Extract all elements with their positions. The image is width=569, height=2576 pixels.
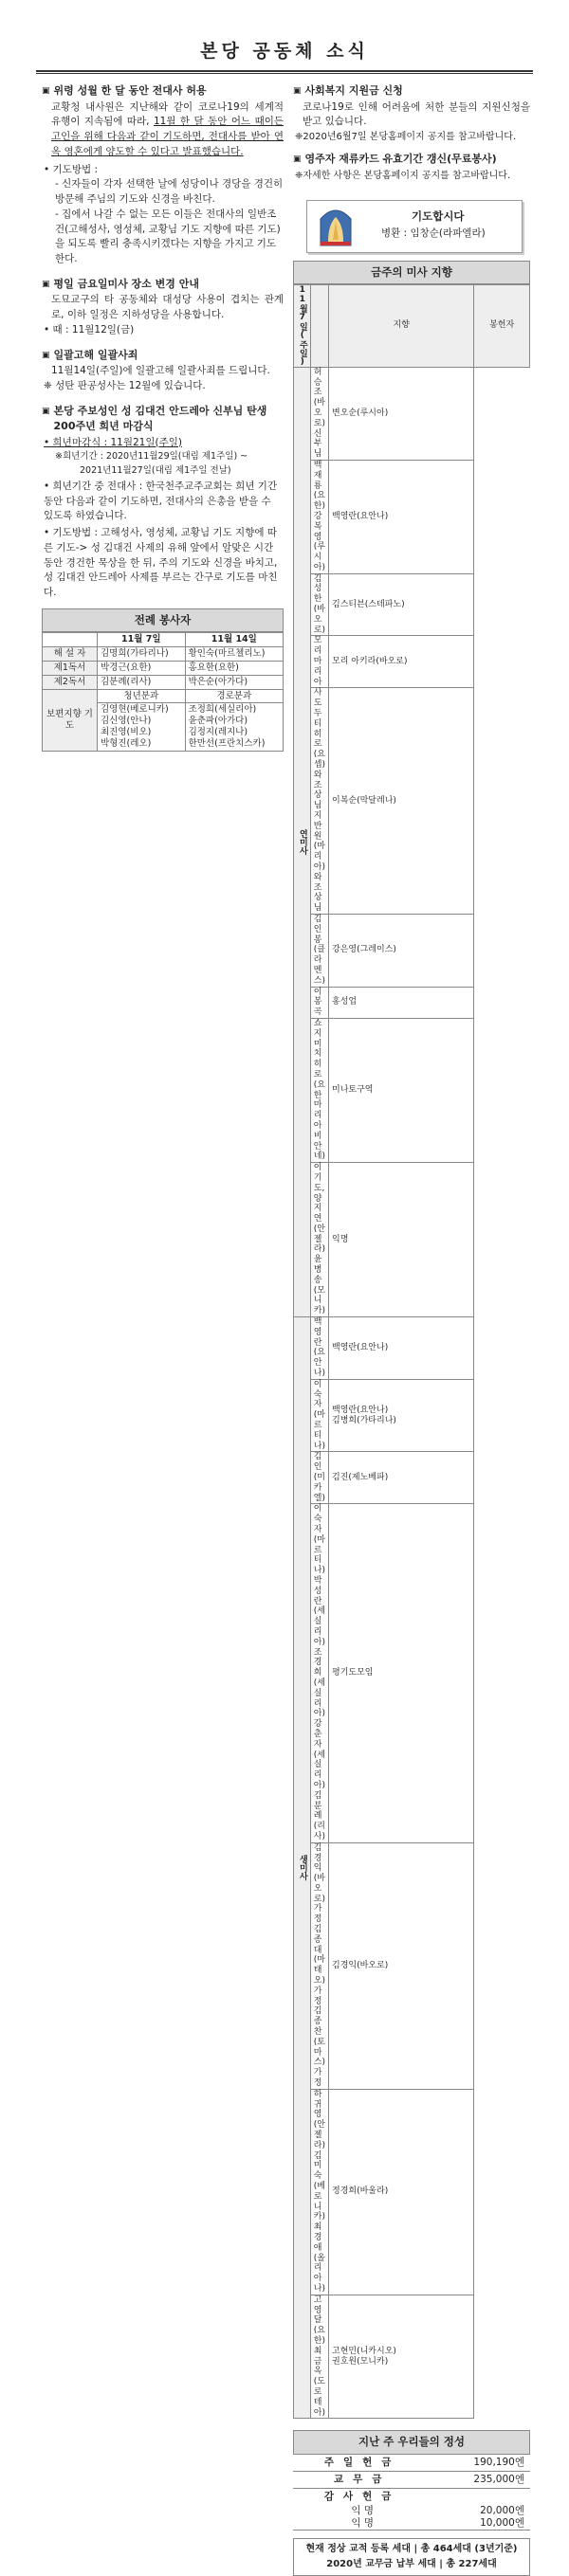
section-welfare [293,83,530,144]
servers-table [42,632,284,752]
section-text: 코로나19로 인해 어려움에 처한 분들의 지원신청을 받고 있습니다. [303,100,530,128]
box-title: 전례 봉사자 [42,608,284,632]
praying-hands-icon [317,206,355,247]
mass-intention [310,688,328,915]
mass-offerer [329,914,474,987]
table-row: 해 설 자 김명희(가타리나) 황인숙(마르첼리노) [43,646,284,661]
mass-intention [310,367,328,460]
mass-text-line: 김경익(바오로) 가정 [313,1842,326,1925]
mass-offerer [329,1317,474,1380]
mass-row [294,1018,530,1162]
bullet-square-icon: ▣ [293,86,302,96]
column-header: 11월 14일 [185,633,283,647]
mass-row [294,367,530,460]
left-column [42,78,284,752]
mass-offerer [329,688,474,915]
mass-offerer [329,1504,474,1842]
mass-intention [310,573,328,636]
mass-text-line: 강복영(루시아) [313,511,326,572]
column-header: 11월 7일 [98,633,186,647]
mass-text-line: 익명 [332,1234,349,1244]
bullet-square-icon: ▣ [42,350,50,360]
mass-text-line: 평기도모임 [332,1668,374,1678]
mass-intention [310,1842,328,2089]
box-title: 지난 주 우리들의 정성 [293,2430,530,2454]
offering-box [293,2430,530,2531]
section-note: ❈2020년6월7일 본당홈페이지 공지를 참고바랍니다. [295,132,517,142]
mass-intention-box [293,261,530,2420]
mass-row [294,1452,530,1504]
mass-offerer [329,2089,474,2295]
section-residence-card [293,152,530,183]
mass-intention [310,1018,328,1162]
mass-row [294,2089,530,2295]
mass-text-line: 허승조(바오로) 신부님 [313,367,326,460]
mass-text-line: 김경익(바오로) [332,1960,389,1970]
mass-text-line: 김인봉(클라멘스) [313,914,326,986]
mass-offerer [329,1163,474,1317]
section-heading: 일괄고해 일괄사죄 [53,348,138,361]
prayer-title: 기도합시다 [412,209,465,223]
mass-text-line: 김종찬(토마스) 가정 [313,2006,326,2089]
mass-row [294,688,530,915]
mass-text-line: 사도두티히로(요셉)와 조상님 [313,688,326,811]
section-text: ※희년기간 : 2020년11월29일(대림 제1주일) ~ [55,451,248,463]
mass-intention [310,1379,328,1452]
mass-text-line: 김인(미카엘) [313,1452,326,1503]
liturgy-servers-box [42,608,284,752]
section-confession [42,348,284,394]
section-note: ❈ 성탄 판공성사는 12월에 있습니다. [44,379,206,391]
mass-row [294,636,530,688]
mass-text-line: 강춘자(세실리아) [313,1719,326,1790]
section-heading: 영주자 재류카드 유효기간 갱신(무료봉사) [304,153,497,165]
mass-intention [310,1317,328,1380]
mass-text-line: 정경희(바울라) [332,2186,389,2197]
mass-table [293,284,530,2420]
mass-intention [310,987,328,1018]
section-heading: 본당 주보성인 성 김대건 안드레아 신부님 탄생 200주년 희년 마감식 [53,404,267,432]
section-heading: 위령 성월 한 달 동안 전대사 허용 [53,84,207,97]
mass-group-label: 연미사 [297,828,307,855]
page-title: 본당 공동체 소식 [200,41,369,62]
mass-text-line: 백재룡(요한) [313,460,326,512]
section-text: • 희년기간 중 전대사 : 한국천주교주교회는 희년 기간 동안 다음과 같이 기도하면, 전대사의 은총을 받을 수 있도록 하였습니다. [44,480,278,522]
mass-text-line: 이숙자(마르티나) [313,1379,326,1451]
mass-row [294,1317,530,1380]
mass-text-line: 변오순(루시아) [332,408,389,418]
method-item: - 신자들이 각자 선택한 날에 성당이나 경당을 경건히 방문해 주님의 기도와 신경을 바친다. [55,178,284,205]
mass-group-label: 생미사 [297,1855,307,1881]
right-column [293,78,530,2576]
bullet-square-icon: ▣ [42,86,50,96]
mass-row [294,1163,530,1317]
mass-row [294,987,530,1018]
mass-offerer [329,460,474,573]
section-indulgence [42,83,284,267]
box-title: 금주의 미사 지향 [293,261,530,284]
mass-text-line: 김종대(마태오) 가정 [313,1925,326,2006]
table-row: 제2독서 김분례(리사) 박은순(아가다) [43,675,284,689]
mass-intention [310,460,328,573]
mass-text-line: 강은영(그레이스) [332,945,396,955]
table-row: 주일헌금 190,190엔 [293,2455,530,2472]
table-row: 감사헌금 [323,2490,401,2502]
section-note: ❈자세한 사항은 본당홈페이지 공지를 참고바랍니다. [295,170,511,181]
mass-text-line: 백영란(요안나) [332,511,389,521]
mass-text-line: 고현민(니카시오) [332,2346,396,2356]
mass-text-line: 이봉곡 [313,987,322,1018]
table-row: 보편지향 기 도 청년분과 경로분과 [43,689,284,703]
section-text: 도묘교구의 타 공동체와 대성당 사용이 겹치는 관계로, 이하 일정은 지하성당을 사용합니다. [51,294,284,320]
table-row: 교무금 235,000엔 [293,2471,530,2488]
mass-intention [310,636,328,688]
section-jubilee [42,404,284,601]
mass-offerer [329,1018,474,1162]
mass-offerer [329,987,474,1018]
column-header: 봉헌자 [474,284,530,367]
mass-row [294,1379,530,1452]
mass-text-line: 미나토구역 [332,1085,374,1096]
mass-text-line: 백영란(요안나) [313,1317,326,1379]
mass-text-line: 김성한(바오로) [313,573,326,635]
household-stats [293,2538,530,2576]
prayer-line: 병환 : 임창순(라파엘라) [381,227,486,239]
mass-text-line: 김스티븐(스테파노) [332,599,405,609]
stat-line: 2020년 교무금 납부 세대 | 총 227세대 [326,2559,497,2570]
section-text: 2021년11월27일(대림 제1주일 전날) [80,464,231,476]
mass-intention [310,1504,328,1842]
mass-text-line: 윤병송(모니카) [313,1255,326,1316]
mass-offerer [329,2295,474,2419]
mass-intention [310,1452,328,1504]
stat-line: 현재 정상 교적 등록 세대 | 총 464세대 (3년기준) [305,2544,518,2555]
mass-row [294,460,530,573]
mass-text-line: 권호원(모니카) [332,2356,389,2367]
bullet-square-icon: ▣ [42,406,50,416]
section-heading: 사회복지 지원금 신청 [304,84,403,97]
bullet-square-icon: ▣ [42,279,50,289]
mass-text-line: 쇼지 미치히로 [313,1018,322,1079]
divider [36,73,533,74]
mass-text-line: 최금옥(도로테아) [313,2346,326,2418]
mass-text-line: 모리 아키라(바오로) [332,657,408,667]
offering-table [293,2455,530,2531]
mass-intention [310,2089,328,2295]
column-header: 지향 [329,284,474,367]
mass-text-line: 박성란(세실리아) [313,1575,326,1647]
mass-intention [310,1163,328,1317]
table-row: 익 명 20,000엔 [351,2504,524,2516]
table-row: 김영현(베로니카) 김신영(안나) 최진영(비오) 박형진(레오) 조정희(세실리아) 윤춘파(아가다) 김정지(레지나) 한만선(프란치스카) [43,703,284,752]
mass-offerer [329,1452,474,1504]
mass-row [294,1842,530,2089]
method-label: • 기도방법 : [44,163,98,175]
table-row: 제1독서 박경근(요한) 홍요한(요한) [43,661,284,675]
section-text: • 기도방법 : 고해성사, 영성체, 교황님 기도 지향에 따른 기도-> 성 김대건 사제의 유해 앞에서 알맞은 시간 동안 경건한 묵상을 한 뒤, 주의 기도와 신경을 바치고, 성 김대건 안드레아 사제를 부르는 간구로 기도를 마친다. [44,527,278,598]
mass-text-line: 백영란(요안나) [332,1343,389,1353]
mass-text-line: 김진(제노베파) [332,1473,389,1483]
mass-text-line: 홍성업 [332,997,358,1007]
mass-text-line: 지반원(마리아)와 조상님 [313,811,326,914]
method-item: - 집에서 나갈 수 없는 모든 이들은 전대사의 일반조건(고해성사, 영성체, 교황님 기도 지향에 따른 기도)을 되도록 빨리 충족시키겠다는 지향을 가지고 기도한다. [55,208,281,264]
mass-text-line: 모리 마리아 [313,636,322,687]
mass-text-line: 이숙자(마르티나) [313,1504,326,1576]
section-text: 11월14일(주일)에 일괄고해 일괄사죄를 드립니다. [51,365,270,376]
section-text: • 때 : 11월12일(금) [44,323,135,336]
mass-text-line: 하귀영(안젤라) [313,2089,326,2150]
mass-row [294,2295,530,2419]
mass-text-line: 김병희(가타리나) [332,1415,396,1425]
mass-intention [310,2295,328,2419]
bullet-square-icon: ▣ [293,154,302,164]
mass-text-line: 조경희(세실리아) [313,1647,326,1719]
section-text-underlined: 11월 한 달 동안 어느 때이든 고인을 위해 다음과 같이 기도하면, 전대사를 받아 연옥 영혼에게 양도할 수 있다고 발표했습니다. [51,116,284,157]
mass-offerer [329,1842,474,2089]
mass-offerer [329,636,474,688]
table-row: 익 명 10,000엔 [293,2517,530,2531]
mass-text-line: 최경애(올리아나) [313,2222,326,2294]
mass-date: 11월7일(주일) [297,284,307,367]
mass-text-line: 백영란(요안나) [332,1405,389,1415]
mass-offerer [329,1379,474,1452]
section-text: 교황청 내사원은 지난해와 같이 코로나19의 세계적 유행이 지속됨에 따라, [51,100,284,128]
mass-text-line: 이복순(막달레나) [332,795,396,806]
mass-row [294,1504,530,1842]
mass-row [294,573,530,636]
mass-offerer [329,573,474,636]
mass-row [294,914,530,987]
mass-text-line: 고영달(요한) [313,2295,326,2346]
section-text: • 희년마감식 : 11월21일(주일) [44,436,182,448]
mass-offerer [329,367,474,460]
mass-text-line: (요한마리아비안네) [313,1079,326,1162]
prayer-box [306,200,523,253]
section-friday-mass [42,277,284,338]
divider [36,70,533,72]
mass-text-line: 김미숙(베로니카) [313,2150,326,2222]
mass-text-line: 김분례(리사) [313,1790,326,1841]
mass-intention [310,914,328,987]
section-heading: 평일 금요일미사 장소 변경 안내 [53,277,199,290]
mass-text-line: 이기도, 양지연(안젤라) [313,1163,326,1255]
